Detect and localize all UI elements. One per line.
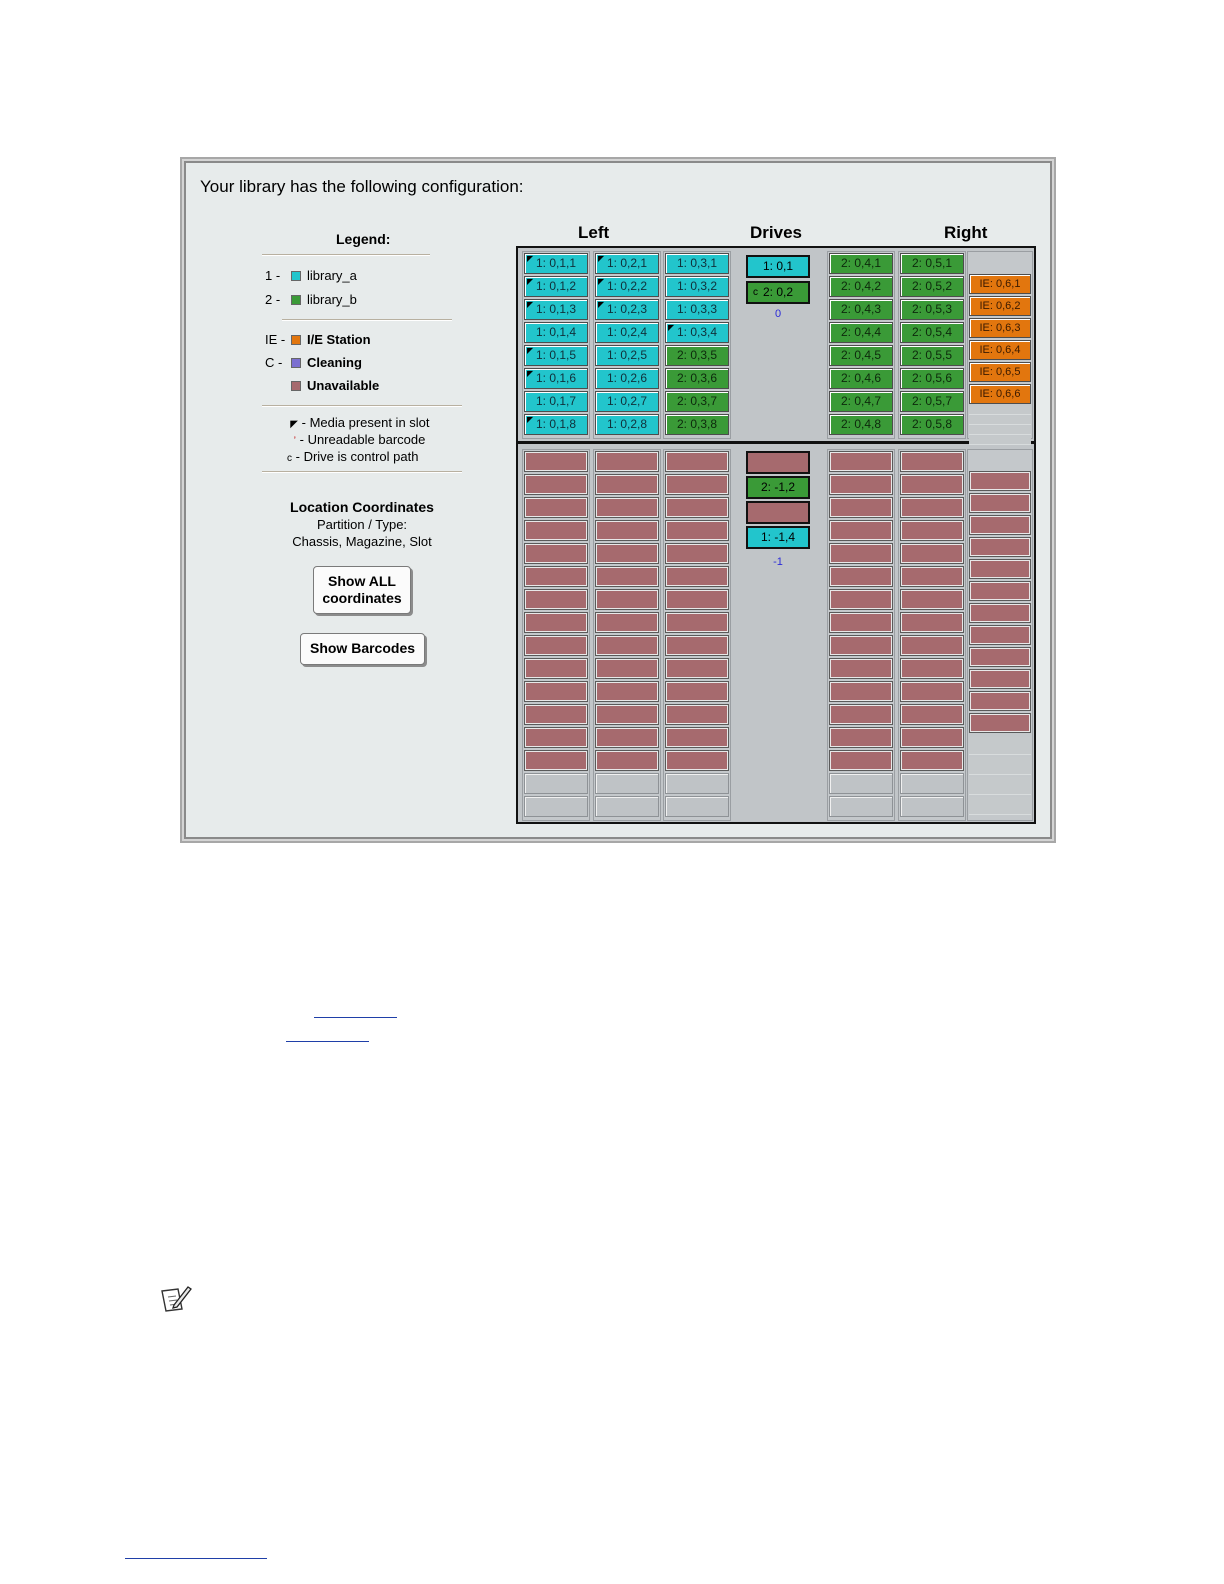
cleaning-swatch	[291, 358, 301, 368]
legend-heading: Legend:	[336, 231, 391, 247]
unavailable-ie-slot[interactable]	[969, 515, 1031, 535]
unavailable-ie-slot[interactable]	[969, 625, 1031, 645]
storage-slot[interactable]	[595, 414, 659, 435]
media-present-icon: ◤	[598, 277, 605, 286]
slot-label: 1: 0,1,5	[535, 348, 577, 362]
unavailable-slot[interactable]	[595, 451, 659, 472]
unavailable-slot[interactable]	[829, 566, 893, 587]
unavailable-slot[interactable]	[524, 589, 588, 610]
legend-partition-1	[265, 268, 357, 283]
legend-divider	[282, 319, 452, 321]
unavailable-slot[interactable]	[900, 520, 964, 541]
slot-label: 1: 0,1,2	[535, 279, 577, 293]
storage-slot[interactable]	[595, 276, 659, 297]
legend-type-cleaning	[265, 355, 362, 370]
slot-label: 1: 0,2,5	[606, 348, 648, 362]
storage-slot[interactable]	[595, 391, 659, 412]
storage-slot[interactable]	[595, 299, 659, 320]
location-coordinates	[272, 499, 452, 549]
unavailable-ie-slot[interactable]	[969, 559, 1031, 579]
slot-label: 1: 0,3,4	[676, 325, 718, 339]
media-present-icon: ◤	[598, 300, 605, 309]
tape-drive[interactable]	[746, 526, 810, 549]
button-label: Show Barcodes	[309, 640, 416, 656]
header-drives: Drives	[750, 223, 802, 242]
coords-line1: Partition / Type:	[316, 517, 408, 532]
empty-slot[interactable]	[524, 773, 588, 794]
unavailable-slot[interactable]	[595, 497, 659, 518]
storage-slot[interactable]	[900, 322, 964, 343]
unavailable-slot[interactable]	[900, 704, 964, 725]
panel-title: Your library has the following configuration:	[200, 177, 524, 196]
slot-label: IE: 0,6,5	[979, 366, 1021, 378]
storage-slot[interactable]	[524, 414, 588, 435]
legend-type-ie	[265, 332, 371, 347]
unavailable-slot[interactable]	[665, 520, 729, 541]
storage-slot[interactable]	[900, 368, 964, 389]
storage-slot[interactable]	[595, 253, 659, 274]
empty-slot[interactable]	[900, 773, 964, 794]
partition-1-swatch	[291, 271, 301, 281]
storage-slot[interactable]	[524, 322, 588, 343]
unavailable-slot[interactable]	[665, 474, 729, 495]
control-path-icon: c	[753, 287, 758, 298]
slot-label: 1: 0,2,1	[606, 256, 648, 270]
legend-mark-control-path	[282, 449, 418, 464]
unavailable-slot[interactable]	[595, 704, 659, 725]
show-all-coordinates-button[interactable]	[313, 566, 411, 614]
unavailable-ie-slot[interactable]	[969, 603, 1031, 623]
drive-chassis-label: -1	[773, 556, 783, 568]
empty-ie-slot	[969, 777, 1031, 795]
coords-title: Location Coordinates	[290, 499, 434, 515]
slot-label: 1: 0,1,6	[535, 371, 577, 385]
slot-label: 2: 0,4,7	[840, 394, 882, 408]
storage-slot[interactable]	[524, 299, 588, 320]
show-barcodes-button[interactable]	[300, 633, 425, 665]
drive-label: 2: 0,2	[762, 285, 794, 299]
legend-mark-text: - Unreadable barcode	[299, 432, 426, 447]
unavailable-slot[interactable]	[524, 566, 588, 587]
media-present-icon: ◤	[668, 323, 675, 332]
unavailable-slot[interactable]	[595, 566, 659, 587]
unavailable-slot[interactable]	[900, 681, 964, 702]
slot-label: 1: 0,2,2	[606, 279, 648, 293]
unavailable-slot[interactable]	[524, 635, 588, 656]
note-icon	[160, 1283, 194, 1313]
storage-slot[interactable]	[665, 253, 729, 274]
slot-label: 2: 0,5,4	[911, 325, 953, 339]
unavailable-slot[interactable]	[595, 520, 659, 541]
legend-mark-media	[288, 415, 430, 430]
unavailable-ie-slot[interactable]	[969, 537, 1031, 557]
slot-label: 2: 0,3,8	[676, 417, 718, 431]
media-present-icon: ◤	[527, 300, 534, 309]
slot-label: 1: 0,1,3	[535, 302, 577, 316]
storage-slot[interactable]	[829, 391, 893, 412]
empty-slot[interactable]	[524, 796, 588, 817]
slot-label: 1: 0,2,6	[606, 371, 648, 385]
slot-label: 2: 0,5,7	[911, 394, 953, 408]
slot-label: IE: 0,6,1	[979, 278, 1021, 290]
unavailable-slot[interactable]	[900, 612, 964, 633]
unavailable-slot[interactable]	[595, 750, 659, 771]
unavailable-slot[interactable]	[900, 566, 964, 587]
storage-slot[interactable]	[665, 368, 729, 389]
slot-label: IE: 0,6,2	[979, 300, 1021, 312]
legend-mark-barcode	[286, 432, 425, 447]
slot-label: 2: 0,5,6	[911, 371, 953, 385]
unavailable-slot[interactable]	[595, 681, 659, 702]
storage-slot[interactable]	[829, 322, 893, 343]
unavailable-slot[interactable]	[829, 497, 893, 518]
storage-slot[interactable]	[829, 414, 893, 435]
unavailable-slot[interactable]	[595, 612, 659, 633]
unavailable-slot[interactable]	[829, 543, 893, 564]
unavailable-slot[interactable]	[829, 704, 893, 725]
media-present-icon: ◤	[527, 415, 534, 424]
slot-label: 2: 0,5,2	[911, 279, 953, 293]
unavailable-slot[interactable]	[524, 451, 588, 472]
configuration-panel-body	[182, 159, 1054, 841]
drive-label: 2: -1,2	[760, 480, 796, 494]
slot-label: 1: 0,2,7	[606, 394, 648, 408]
unavailable-slot[interactable]	[595, 589, 659, 610]
unavailable-slot[interactable]	[595, 474, 659, 495]
media-present-icon: ◤	[290, 419, 298, 430]
unavailable-slot[interactable]	[665, 635, 729, 656]
slot-label: 1: 0,2,8	[606, 417, 648, 431]
storage-slot[interactable]	[524, 345, 588, 366]
unavailable-ie-slot[interactable]	[969, 647, 1031, 667]
unavailable-slot[interactable]	[829, 658, 893, 679]
slot-label: 1: 0,3,2	[676, 279, 718, 293]
storage-slot[interactable]	[900, 391, 964, 412]
storage-slot[interactable]	[900, 299, 964, 320]
empty-ie-slot	[969, 426, 1031, 435]
empty-slot[interactable]	[900, 796, 964, 817]
unavailable-slot[interactable]	[900, 497, 964, 518]
storage-slot[interactable]	[595, 368, 659, 389]
legend-label: Unavailable	[307, 378, 380, 393]
unavailable-slot[interactable]	[900, 635, 964, 656]
legend-mark-text: - Media present in slot	[301, 415, 430, 430]
storage-slot[interactable]	[829, 299, 893, 320]
empty-slot[interactable]	[829, 773, 893, 794]
unavailable-slot[interactable]	[900, 750, 964, 771]
slot-label: 2: 0,3,5	[676, 348, 718, 362]
slot-label: 2: 0,3,6	[676, 371, 718, 385]
unavailable-slot[interactable]	[665, 727, 729, 748]
slot-label: 2: 0,4,8	[840, 417, 882, 431]
empty-slot[interactable]	[665, 796, 729, 817]
legend-divider	[262, 254, 430, 256]
unavailable-slot[interactable]	[900, 589, 964, 610]
unavailable-ie-slot[interactable]	[969, 669, 1031, 689]
unavailable-ie-slot[interactable]	[969, 471, 1031, 491]
unavailable-slot[interactable]	[829, 727, 893, 748]
legend-key: IE -	[265, 332, 286, 347]
media-present-icon: ◤	[527, 254, 534, 263]
control-path-icon: c	[287, 453, 292, 464]
media-present-icon: ◤	[527, 277, 534, 286]
slot-label: 1: 0,1,1	[535, 256, 577, 270]
slot-label: IE: 0,6,4	[979, 344, 1021, 356]
unavailable-slot[interactable]	[524, 750, 588, 771]
library-map	[516, 246, 1036, 824]
unavailable-slot[interactable]	[524, 704, 588, 725]
unavailable-slot[interactable]	[524, 543, 588, 564]
unavailable-slot[interactable]	[665, 497, 729, 518]
ie-station-swatch	[291, 335, 301, 345]
unavailable-slot[interactable]	[829, 474, 893, 495]
storage-slot[interactable]	[524, 253, 588, 274]
empty-slot[interactable]	[595, 796, 659, 817]
link-underline[interactable]	[286, 1041, 369, 1042]
unavailable-slot[interactable]	[665, 612, 729, 633]
tape-drive[interactable]	[746, 255, 810, 278]
header-right: Right	[944, 223, 988, 242]
unavailable-slot[interactable]	[829, 750, 893, 771]
storage-slot[interactable]	[829, 276, 893, 297]
storage-slot[interactable]	[665, 276, 729, 297]
legend-partition-2	[265, 292, 357, 307]
unavailable-slot[interactable]	[524, 681, 588, 702]
slot-label: 2: 0,4,6	[840, 371, 882, 385]
slot-label: 2: 0,4,1	[840, 256, 882, 270]
storage-slot[interactable]	[665, 345, 729, 366]
storage-slot[interactable]	[900, 253, 964, 274]
drive-label: 1: -1,4	[760, 530, 796, 544]
storage-slot[interactable]	[524, 276, 588, 297]
empty-ie-slot	[969, 757, 1031, 775]
drive-chassis-label: 0	[774, 308, 782, 320]
storage-slot[interactable]	[829, 253, 893, 274]
storage-slot[interactable]	[900, 414, 964, 435]
slot-label: IE: 0,6,6	[979, 388, 1021, 400]
unavailable-slot[interactable]	[665, 589, 729, 610]
empty-slot[interactable]	[595, 773, 659, 794]
partition-2-swatch	[291, 295, 301, 305]
unavailable-slot[interactable]	[595, 658, 659, 679]
slot-label: 1: 0,2,3	[606, 302, 648, 316]
unavailable-ie-slot[interactable]	[969, 713, 1031, 733]
storage-slot[interactable]	[829, 368, 893, 389]
legend-key: 2 -	[265, 292, 281, 307]
slot-label: 1: 0,1,7	[535, 394, 577, 408]
slot-label: 2: 0,5,3	[911, 302, 953, 316]
unavailable-slot[interactable]	[900, 658, 964, 679]
unavailable-slot[interactable]	[524, 474, 588, 495]
storage-slot[interactable]	[900, 276, 964, 297]
unavailable-slot[interactable]	[665, 658, 729, 679]
unavailable-slot[interactable]	[524, 658, 588, 679]
configuration-panel	[180, 157, 1056, 843]
unavailable-slot[interactable]	[524, 612, 588, 633]
empty-ie-slot	[969, 416, 1031, 425]
slot-label: 2: 0,4,3	[840, 302, 882, 316]
slot-label: 1: 0,1,4	[535, 325, 577, 339]
unavailable-slot[interactable]	[595, 727, 659, 748]
slot-label: 1: 0,1,8	[535, 417, 577, 431]
storage-slot[interactable]	[900, 345, 964, 366]
unreadable-barcode-icon: ʼ	[293, 436, 296, 447]
unavailable-swatch	[291, 381, 301, 391]
unavailable-slot[interactable]	[829, 589, 893, 610]
unavailable-slot[interactable]	[665, 750, 729, 771]
legend-label: I/E Station	[307, 332, 371, 347]
slot-label: 1: 0,3,1	[676, 256, 718, 270]
unavailable-drive[interactable]	[746, 451, 810, 474]
ie-station-slot[interactable]	[969, 362, 1031, 382]
slot-label: 1: 0,2,4	[606, 325, 648, 339]
legend-label: library_a	[307, 268, 357, 283]
slot-label: IE: 0,6,3	[979, 322, 1021, 334]
link-underline[interactable]	[125, 1558, 267, 1559]
slot-label: 2: 0,5,5	[911, 348, 953, 362]
legend-mark-text: - Drive is control path	[295, 449, 419, 464]
unavailable-slot[interactable]	[829, 681, 893, 702]
unavailable-ie-slot[interactable]	[969, 691, 1031, 711]
unavailable-slot[interactable]	[900, 451, 964, 472]
unavailable-slot[interactable]	[595, 543, 659, 564]
tape-drive[interactable]	[746, 476, 810, 499]
unavailable-ie-slot[interactable]	[969, 581, 1031, 601]
unavailable-slot[interactable]	[829, 612, 893, 633]
map-divider	[518, 441, 1034, 444]
ie-station-slot[interactable]	[969, 296, 1031, 316]
unavailable-slot[interactable]	[595, 635, 659, 656]
legend-key: C -	[265, 355, 283, 370]
header-left: Left	[578, 223, 610, 242]
drive-label: 1: 0,1	[762, 259, 794, 273]
link-underline[interactable]	[314, 1017, 397, 1018]
unavailable-ie-slot[interactable]	[969, 493, 1031, 513]
storage-slot[interactable]	[665, 322, 729, 343]
tape-drive[interactable]	[746, 281, 810, 304]
legend-label: library_b	[307, 292, 357, 307]
empty-slot[interactable]	[665, 773, 729, 794]
coords-line2: Chassis, Magazine, Slot	[292, 534, 432, 549]
slot-label: 2: 0,4,2	[840, 279, 882, 293]
unavailable-slot[interactable]	[665, 543, 729, 564]
unavailable-slot[interactable]	[900, 543, 964, 564]
slot-label: 2: 0,4,4	[840, 325, 882, 339]
ie-station-slot[interactable]	[969, 384, 1031, 404]
unavailable-slot[interactable]	[829, 451, 893, 472]
ie-station-slot[interactable]	[969, 318, 1031, 338]
storage-slot[interactable]	[665, 391, 729, 412]
media-present-icon: ◤	[527, 346, 534, 355]
ie-station-slot[interactable]	[969, 340, 1031, 360]
unavailable-slot[interactable]	[900, 727, 964, 748]
unavailable-slot[interactable]	[665, 451, 729, 472]
legend-type-unavailable	[265, 378, 379, 393]
storage-slot[interactable]	[595, 345, 659, 366]
unavailable-slot[interactable]	[665, 704, 729, 725]
legend-key: 1 -	[265, 268, 281, 283]
ie-station-slot[interactable]	[969, 274, 1031, 294]
empty-ie-slot	[969, 797, 1031, 815]
unavailable-slot[interactable]	[524, 727, 588, 748]
media-present-icon: ◤	[598, 254, 605, 263]
unavailable-slot[interactable]	[524, 520, 588, 541]
button-label-line2: coordinates	[322, 590, 402, 606]
empty-slot[interactable]	[829, 796, 893, 817]
legend-divider	[262, 405, 462, 407]
slot-label: 1: 0,3,3	[676, 302, 718, 316]
storage-slot[interactable]	[524, 391, 588, 412]
empty-ie-slot	[969, 737, 1031, 755]
media-present-icon: ◤	[527, 369, 534, 378]
button-label-line1: Show ALL	[328, 573, 396, 589]
storage-slot[interactable]	[665, 299, 729, 320]
unavailable-slot[interactable]	[829, 635, 893, 656]
legend-label: Cleaning	[307, 355, 362, 370]
slot-label: 2: 0,3,7	[676, 394, 718, 408]
storage-slot[interactable]	[524, 368, 588, 389]
storage-slot[interactable]	[665, 414, 729, 435]
unavailable-slot[interactable]	[524, 497, 588, 518]
unavailable-slot[interactable]	[900, 474, 964, 495]
unavailable-slot[interactable]	[829, 520, 893, 541]
storage-slot[interactable]	[595, 322, 659, 343]
slot-label: 2: 0,4,5	[840, 348, 882, 362]
slot-label: 2: 0,5,8	[911, 417, 953, 431]
legend-divider	[262, 471, 462, 473]
unavailable-slot[interactable]	[665, 566, 729, 587]
empty-ie-slot	[969, 436, 1031, 445]
empty-ie-slot	[969, 406, 1031, 415]
storage-slot[interactable]	[829, 345, 893, 366]
unavailable-drive[interactable]	[746, 501, 810, 524]
unavailable-slot[interactable]	[665, 681, 729, 702]
slot-label: 2: 0,5,1	[911, 256, 953, 270]
